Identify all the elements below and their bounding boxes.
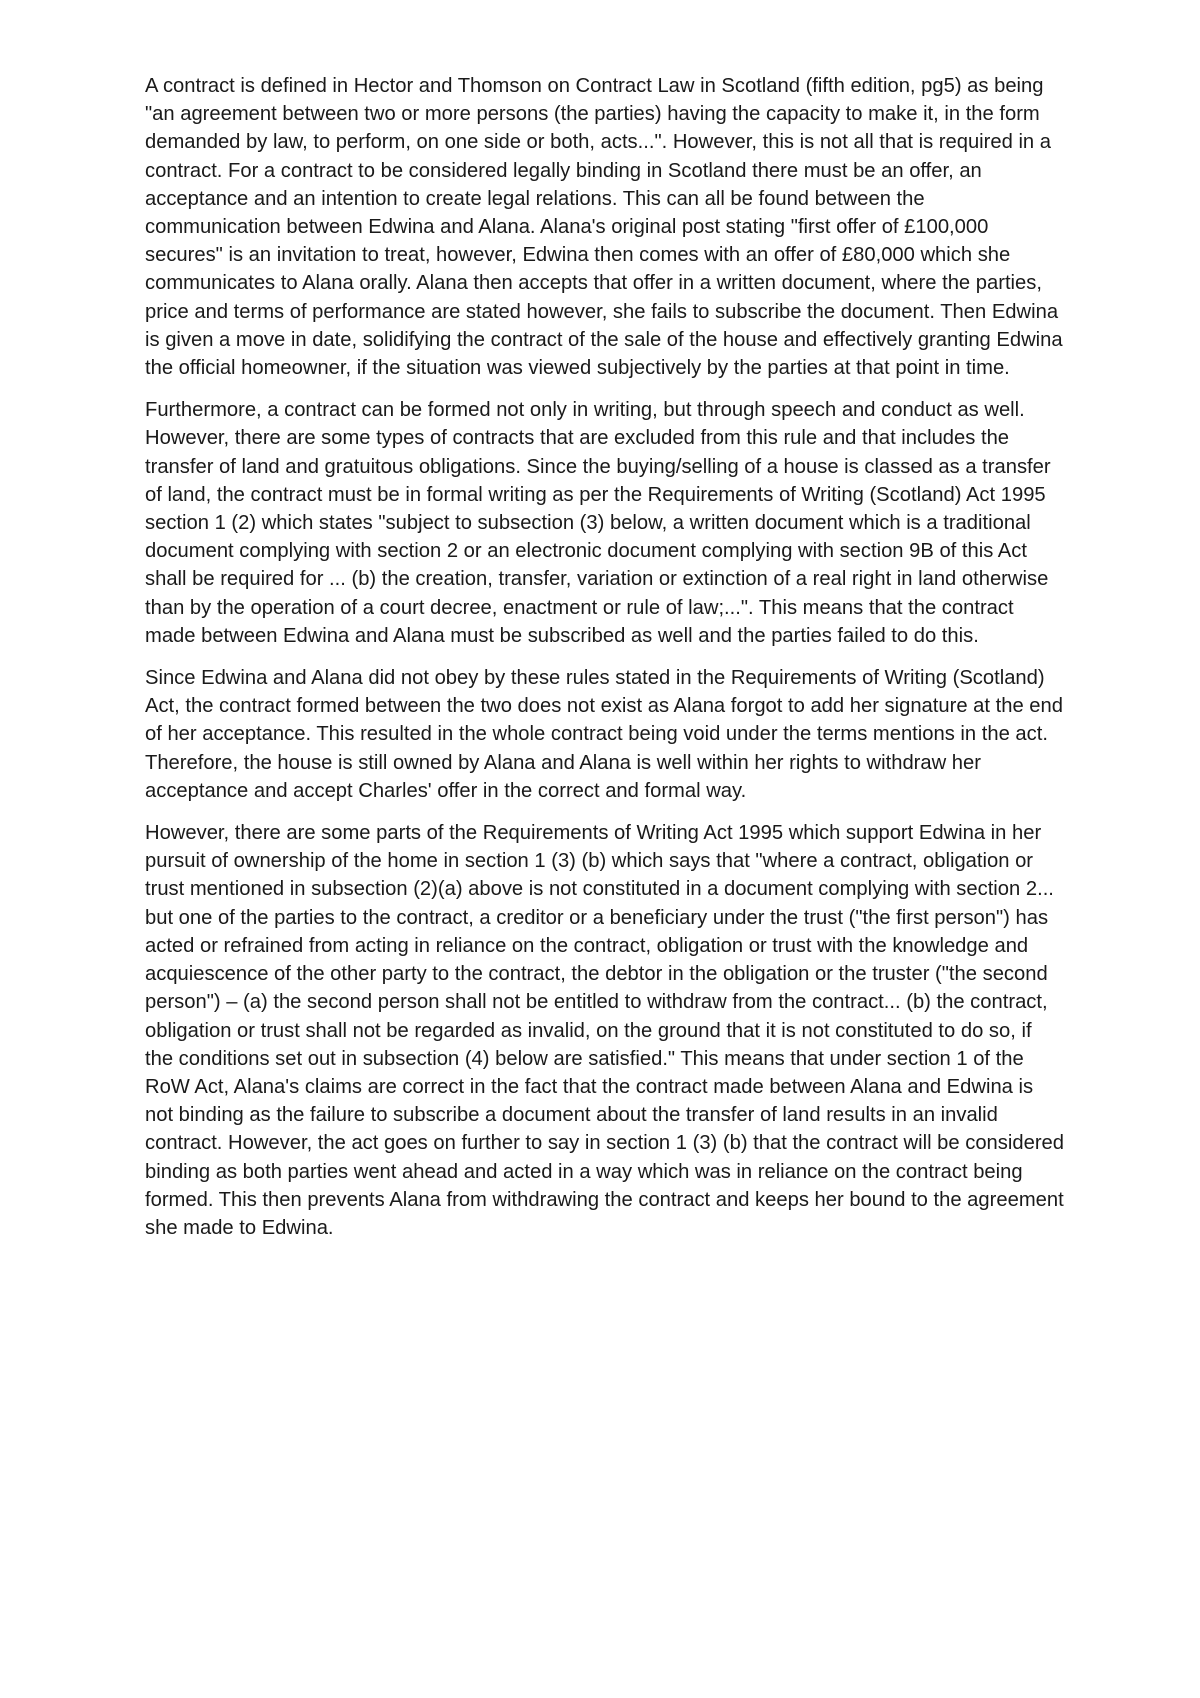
paragraph-section-1-3-b: However, there are some parts of the Requirements of Writing Act 1995 which support Edwina in her pursuit of ownership of the home in section 1 (3) (b) which says that "where a contract, obligation or trust mentioned in subsection (2)(a) above is not constituted in a document complying with section 2... but one of the parties to the contract, a creditor or a beneficiary under the trust ("the first person") has acted or refrained from acting in reliance on the contract, obligation or trust with the knowledge and acquiescence of the other party to the contract, the debtor in the obligation or the truster ("the second person") – (a) the second person shall not be entitled to withdraw from the contract... (b) the contract, obligation or trust shall not be regarded as invalid, on the ground that it is not constituted to do so, if the conditions set out in subsection (4) below are satisfied." This means that under section 1 of the RoW Act, Alana's claims are correct in the fact that the contract made between Alana and Edwina is not binding as the failure to subscribe a document about the transfer of land results in an invalid contract. However, the act goes on further to say in section 1 (3) (b) that the contract will be considered binding as both parties went ahead and acted in a way which was in reliance on the contract being formed. This then prevents Alana from withdrawing the contract and keeps her bound to the agreement she made to Edwina. bbox=[145, 822, 1064, 1239]
paragraph-contract-definition: A contract is defined in Hector and Thomson on Contract Law in Scotland (fifth edition, pg5) as being "an agreement between two or more persons (the parties) having the capacity to make it, in the form demanded by law, to perform, on one side or both, acts...". However, this is not all that is required in a contract. For a contract to be considered legally binding in Scotland there must be an offer, an acceptance and an intention to create legal relations. This can all be found between the communication between Edwina and Alana. Alana's original post stating "first offer of £100,000 secures" is an invitation to treat, however, Edwina then comes with an offer of £80,000 which she communicates to Alana orally. Alana then accepts that offer in a written document, where the parties, price and terms of performance are stated however, she fails to subscribe the document. Then Edwina is given a move in date, solidifying the contract of the sale of the house and effectively granting Edwina the official homeowner, if the situation was viewed subjectively by the parties at that point in time. bbox=[145, 75, 1063, 380]
document-body bbox=[145, 72, 1065, 1256]
paragraph-contract-void: Since Edwina and Alana did not obey by these rules stated in the Requirements of Writing (Scotland) Act, the contract formed between the two does not exist as Alana forgot to add her signature at the end of her acceptance. This resulted in the whole contract being void under the terms mentions in the act. Therefore, the house is still owned by Alana and Alana is well within her rights to withdraw her acceptance and accept Charles' offer in the correct and formal way. bbox=[145, 667, 1063, 802]
paragraph-formal-writing: Furthermore, a contract can be formed not only in writing, but through speech and conduct as well. However, there are some types of contracts that are excluded from this rule and that includes the transfer of land and gratuitous obligations. Since the buying/selling of a house is classed as a transfer of land, the contract must be in formal writing as per the Requirements of Writing (Scotland) Act 1995 section 1 (2) which states "subject to subsection (3) below, a written document which is a traditional document complying with section 2 or an electronic document complying with section 9B of this Act shall be required for ... (b) the creation, transfer, variation or extinction of a real right in land otherwise than by the operation of a court decree, enactment or rule of law;...". This means that the contract made between Edwina and Alana must be subscribed as well and the parties failed to do this. bbox=[145, 399, 1051, 647]
